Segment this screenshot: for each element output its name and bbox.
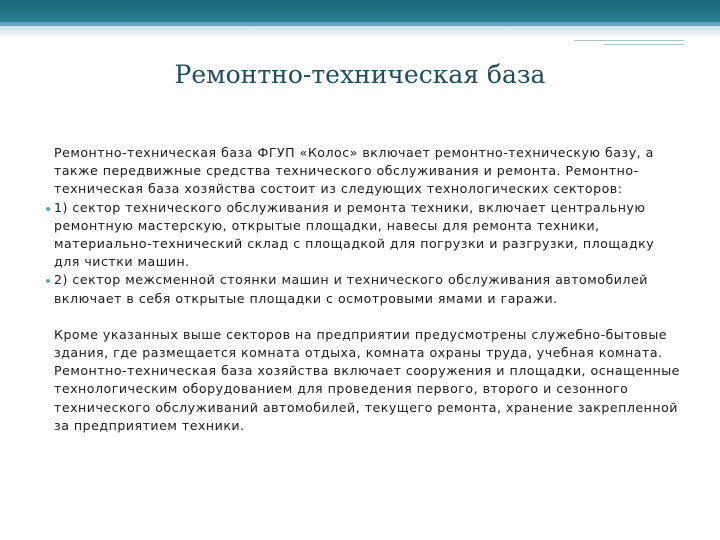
- conclusion-paragraph: Кроме указанных выше секторов на предприятии предусмотрены служебно-бытовые здания, где размещается комната отдыха, комната охраны труда, учебная комната. Ремонтно-техническая база хозяйства включает сооружения и площадки, оснащенные технологическим оборудованием для проведения первого, второго и сезонного технического обслуживаний автомобилей, текущего ремонта, хранение закрепленной за предприятием техники.: [54, 326, 680, 433]
- intro-paragraph: Ремонтно-техническая база ФГУП «Колос» включает ремонтно-техническую базу, а также передвижные средства технического обслуживания и ремонта. Ремонтно-техническая база хозяйства состоит из следующих технологических секторов:: [54, 145, 654, 197]
- bullet-item: [50, 199, 680, 272]
- slide-body: [50, 144, 680, 435]
- bullet-dot-icon: [46, 279, 50, 283]
- header-band: [0, 0, 720, 22]
- header-light-stripe: [0, 26, 720, 36]
- bullet-text: 2) сектор межсменной стоянки машин и технического обслуживания автомобилей включает в себя открытые площадки с осмотровыми ямами и гаражи.: [54, 272, 648, 306]
- slide-title: Ремонтно-техническая база: [174, 60, 546, 89]
- bullet-text: 1) сектор технического обслуживания и ремонта техники, включает центральную ремонтную мастерскую, открытые площадки, навесы для ремонта техники, материально-технический склад с площадкой для погрузки и разгрузки, площадку для чистки машин.: [54, 199, 655, 270]
- decorative-line: [604, 44, 684, 45]
- bullet-dot-icon: [46, 207, 50, 211]
- decorative-line: [574, 40, 684, 41]
- bullet-item: [50, 271, 680, 307]
